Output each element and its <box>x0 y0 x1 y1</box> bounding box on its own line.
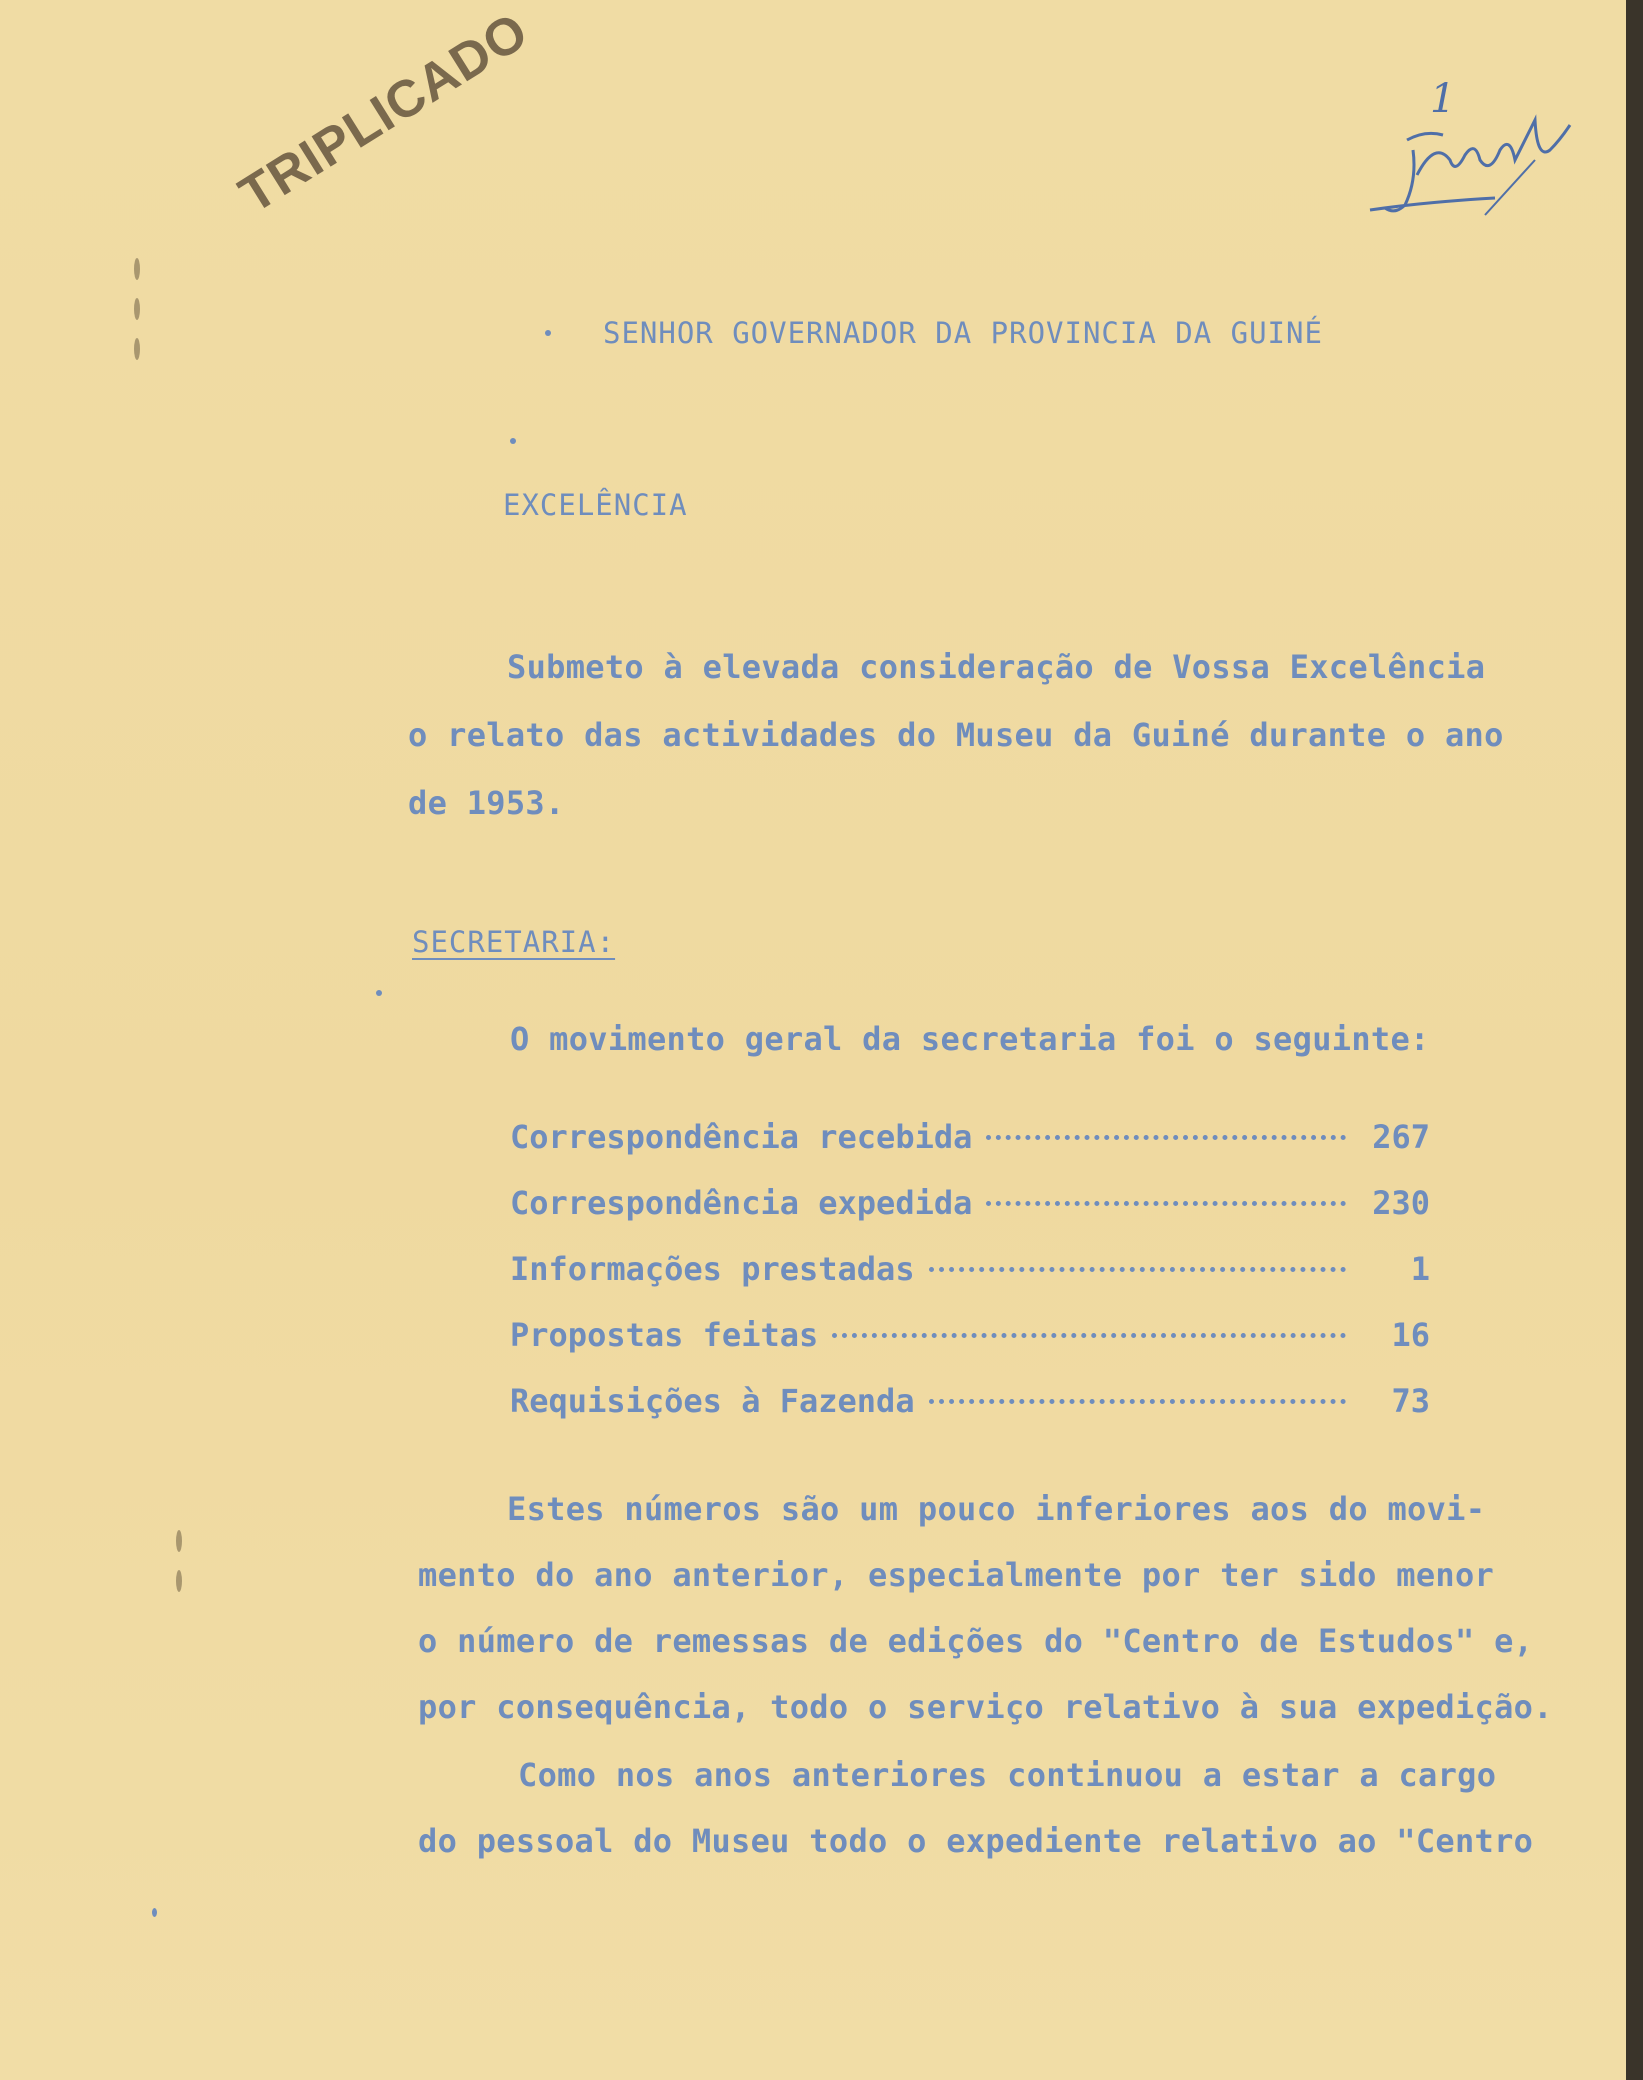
stat-label: Correspondência recebida <box>510 1118 973 1156</box>
stat-label: Informações prestadas <box>510 1250 915 1288</box>
signature-scribble-icon <box>1365 80 1585 230</box>
binding-hole <box>134 258 140 280</box>
leader-dots <box>929 1399 1346 1404</box>
body-line: o número de remessas de edições do "Centro de Estudos" e, <box>418 1622 1534 1660</box>
intro-line: Submeto à elevada consideração de Vossa Excelência <box>507 648 1486 686</box>
stat-row <box>510 1382 1430 1426</box>
leader-dots <box>986 1201 1346 1206</box>
binding-hole <box>176 1570 182 1592</box>
stat-label: Correspondência expedida <box>510 1184 973 1222</box>
leader-dots <box>929 1267 1346 1272</box>
stat-row <box>510 1118 1430 1162</box>
binding-hole <box>176 1530 182 1552</box>
salutation: EXCELÊNCIA <box>503 488 688 522</box>
signature <box>1365 76 1585 230</box>
stat-value: 1 <box>1410 1250 1430 1288</box>
intro-line: o relato das actividades do Museu da Guiné durante o ano <box>408 716 1504 754</box>
binding-hole <box>134 338 140 360</box>
scan-edge <box>1626 0 1643 2080</box>
stat-label: Propostas feitas <box>510 1316 819 1354</box>
ink-speck <box>510 438 516 444</box>
body-line: Como nos anos anteriores continuou a estar a cargo <box>518 1756 1497 1794</box>
ink-speck <box>545 330 551 336</box>
stat-value: 267 <box>1372 1118 1430 1156</box>
binding-hole <box>134 298 140 320</box>
stat-row <box>510 1250 1430 1294</box>
stat-row <box>510 1316 1430 1360</box>
leader-dots <box>832 1333 1346 1338</box>
stat-label: Requisições à Fazenda <box>510 1382 915 1420</box>
body-line: do pessoal do Museu todo o expediente relativo ao "Centro <box>418 1822 1534 1860</box>
section-title: SECRETARIA: <box>412 925 616 959</box>
ink-speck <box>376 990 382 996</box>
page-number: 1 <box>1430 76 1456 122</box>
intro-line: de 1953. <box>408 784 565 822</box>
body-line: por consequência, todo o serviço relativo à sua expedição. <box>418 1688 1553 1726</box>
leader-dots <box>986 1135 1346 1140</box>
body-line: Estes números são um pouco inferiores aos do movi- <box>507 1490 1486 1528</box>
stat-value: 73 <box>1391 1382 1430 1420</box>
stat-value: 230 <box>1372 1184 1430 1222</box>
section-intro: O movimento geral da secretaria foi o seguinte: <box>510 1020 1430 1058</box>
ink-speck <box>152 1908 157 1917</box>
stat-row <box>510 1184 1430 1228</box>
body-line: mento do ano anterior, especialmente por ter sido menor <box>418 1556 1495 1594</box>
stat-value: 16 <box>1391 1316 1430 1354</box>
triplicado-stamp: TRIPLICADO <box>229 1 539 225</box>
addressee-line: SENHOR GOVERNADOR DA PROVINCIA DA GUINÉ <box>603 316 1323 350</box>
